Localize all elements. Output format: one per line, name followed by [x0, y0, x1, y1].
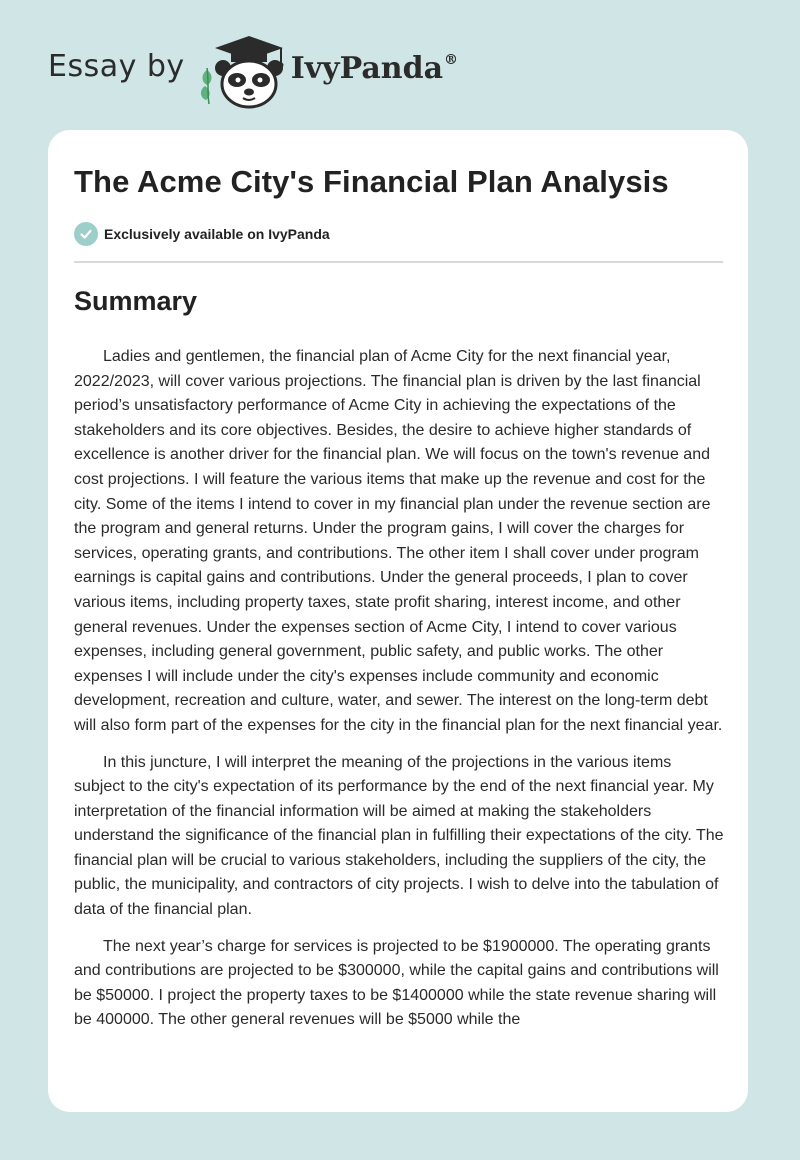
exclusive-badge-label: Exclusively available on IvyPanda [104, 226, 330, 242]
paragraph: The next year’s charge for services is projected to be $1900000. The operating grants and contributions are projected to be $300000, while the capital gains and contributions will be $50000. I project the property taxes to be $1400000 while the state revenue sharing will be 400000. The other general revenues will be $5000 while the [74, 937, 719, 1029]
essay-card [48, 130, 748, 1112]
ivypanda-wordmark[interactable]: IvyPanda® [290, 50, 459, 86]
trademark-symbol: ® [444, 51, 459, 68]
page-title: The Acme City's Financial Plan Analysis [74, 164, 669, 199]
paragraph: In this juncture, I will interpret the meaning of the projections in the various items subject to the city's expectation of its performance by the end of the next financial year. My interpretation of the financial information will be aimed at making the stakeholders understand the significance of the financial plan in fulfilling their expectations of the city. The financial plan will be crucial to various stakeholders, including the suppliers of the city, the public, the municipality, and contractors of city projects. I wish to delve into the tabulation of data of the financial plan. [74, 753, 724, 919]
paragraph: Ladies and gentlemen, the financial plan of Acme City for the next financial year, 2022/2023, will cover various projections. The financial plan is driven by the last financial period’s unsatisfactory performance of Acme City in achieving the expectations of the stakeholders and its core objectives. Besides, the desire to achieve higher standards of excellence is another driver for the financial plan. We will focus on the town's revenue and cost projections. I will feature the various items that make up the revenue and cost for the city. Some of the items I intend to cover in my financial plan under the revenue section are the program and general returns. Under the program gains, I will cover the charges for services, operating grants, and contributions. The other item I shall cover under program earnings is capital gains and contributions. Under the general proceeds, I plan to cover various items, including property taxes, state profit sharing, interest income, and other general revenues. Under the expenses section of Acme City, I intend to cover various expenses, including general government, public safety, and public works. The other expenses I will include under the city's expenses include community and economic development, recreation and culture, water, and sewer. The interest on the long-term debt will also form part of the expenses for the city in the financial plan for the next financial year. [74, 348, 723, 734]
essay-body [74, 345, 726, 1045]
essay-by-label: Essay by [48, 48, 185, 84]
section-heading-summary: Summary [74, 286, 198, 316]
exclusive-badge [74, 222, 330, 246]
ivypanda-logo-icon[interactable] [197, 30, 289, 110]
checkmark-icon [74, 222, 98, 246]
divider [74, 261, 723, 263]
site-header [48, 30, 748, 110]
